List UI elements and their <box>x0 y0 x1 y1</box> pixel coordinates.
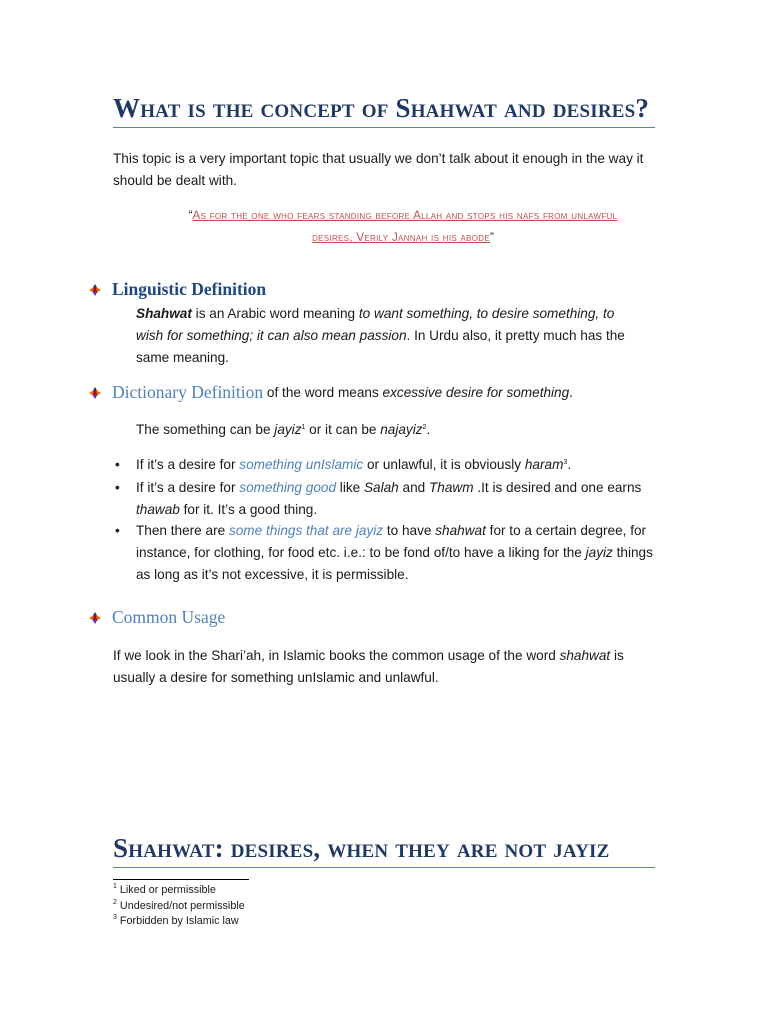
bullet-dot: • <box>115 523 120 538</box>
bullet-text: If it’s a desire for <box>136 457 240 472</box>
page-title: What is the concept of Shahwat and desires? <box>113 93 655 128</box>
footnote-text: Liked or permissible <box>116 884 216 896</box>
bullet-text: for to a certain degree, for instance, for clothing, for food etc. i.e.: to be fond of/to have a liking for the <box>136 523 647 560</box>
bullet-text: and <box>398 480 429 495</box>
quote-text-line2: desires, Verily Jannah is his abode <box>312 231 491 244</box>
common-heading: Common Usage <box>112 607 226 627</box>
bullet-text: or unlawful, it is obviously <box>363 457 525 472</box>
footnote-ref-3[interactable]: 3 <box>563 459 568 466</box>
common-text-2: is usually a desire for something unIslamic and unlawful. <box>113 648 624 685</box>
list-item <box>115 520 655 586</box>
linguistic-heading: Linguistic Definition <box>112 279 267 299</box>
term-shahwat: Shahwat <box>136 306 192 321</box>
dictionary-something-line <box>136 419 681 441</box>
footnote-1 <box>113 883 216 898</box>
bullet-text: to have <box>383 523 436 538</box>
quote-block <box>150 205 656 249</box>
word-thawm: Thawm <box>428 480 474 495</box>
footnote-3 <box>113 914 239 929</box>
linguistic-paragraph <box>136 303 641 369</box>
list-item <box>115 454 655 476</box>
word-salah: Salah <box>363 480 399 495</box>
footnote-2 <box>113 899 245 914</box>
arrow-bullet-icon <box>88 386 102 400</box>
linguistic-meaning: to want something, to desire something, to wish for something; it can also mean passion <box>136 306 615 343</box>
footnote-separator <box>113 879 249 880</box>
bullet-highlight: something good <box>239 480 337 495</box>
dictionary-tail-em: excessive desire for something <box>382 385 570 400</box>
footnote-number: 1 <box>113 883 117 890</box>
word-shahwat: shahwat <box>559 648 611 663</box>
bullet-highlight: some things that are jayiz <box>228 523 384 538</box>
footnote-number: 2 <box>113 899 117 906</box>
word-jayiz: jayiz <box>585 545 613 560</box>
footnote-ref-2[interactable]: 2 <box>422 424 427 431</box>
footnote-text: Forbidden by Islamic law <box>116 915 239 927</box>
linguistic-text-2: . In Urdu also, it pretty much has the same meaning. <box>136 328 625 365</box>
word-thawab: thawab <box>136 502 180 517</box>
common-paragraph <box>113 645 658 689</box>
bullet-text: things as long as it’s not excessive, it is permissible. <box>136 545 653 582</box>
word-haram: haram <box>524 457 564 472</box>
section-title-2: Shahwat: desires, when they are not jayiz <box>113 833 655 868</box>
word-jayiz: jayiz <box>274 422 302 437</box>
bullet-highlight: something unIslamic <box>239 457 364 472</box>
arrow-bullet-icon <box>88 611 102 625</box>
linguistic-text-1: is an Arabic word meaning <box>191 306 359 321</box>
bullet-text: . <box>567 457 572 472</box>
list-item <box>115 477 655 521</box>
dictionary-line-c: . <box>426 422 431 437</box>
dictionary-heading-row <box>88 382 573 403</box>
footnote-number: 3 <box>113 914 117 921</box>
arrow-bullet-icon <box>88 283 102 297</box>
word-najayiz: najayiz <box>380 422 423 437</box>
quote-close-mark: ” <box>490 231 494 244</box>
bullet-text: If it’s a desire for <box>136 480 240 495</box>
bullet-text: .It is desired and one earns <box>473 480 642 495</box>
linguistic-heading-row <box>88 279 266 300</box>
dictionary-line-b: or it can be <box>305 422 381 437</box>
dictionary-heading: Dictionary Definition <box>112 382 264 402</box>
footnote-text: Undesired/not permissible <box>116 900 245 912</box>
bullet-text: Then there are <box>136 523 229 538</box>
common-text-1: If we look in the Shari’ah, in Islamic books the common usage of the word <box>113 648 560 663</box>
footnote-ref-1[interactable]: 1 <box>301 424 306 431</box>
quote-text-line1: As for the one who fears standing before Allah and stops his nafs from unlawful <box>192 209 618 222</box>
dictionary-line-a: The something can be <box>136 422 275 437</box>
quote-open-mark: “ <box>188 209 193 222</box>
bullet-dot: • <box>115 480 120 495</box>
dictionary-tail-1: of the word means <box>263 385 383 400</box>
bullet-text: for it. It’s a good thing. <box>179 502 318 517</box>
word-shahwat: shahwat <box>435 523 486 538</box>
bullet-dot: • <box>115 457 120 472</box>
intro-paragraph: This topic is a very important topic that usually we don’t talk about it enough in the way it should be dealt with. <box>113 151 644 188</box>
common-heading-row <box>88 607 225 628</box>
dictionary-tail-2: . <box>569 385 573 400</box>
bullet-text: like <box>336 480 364 495</box>
